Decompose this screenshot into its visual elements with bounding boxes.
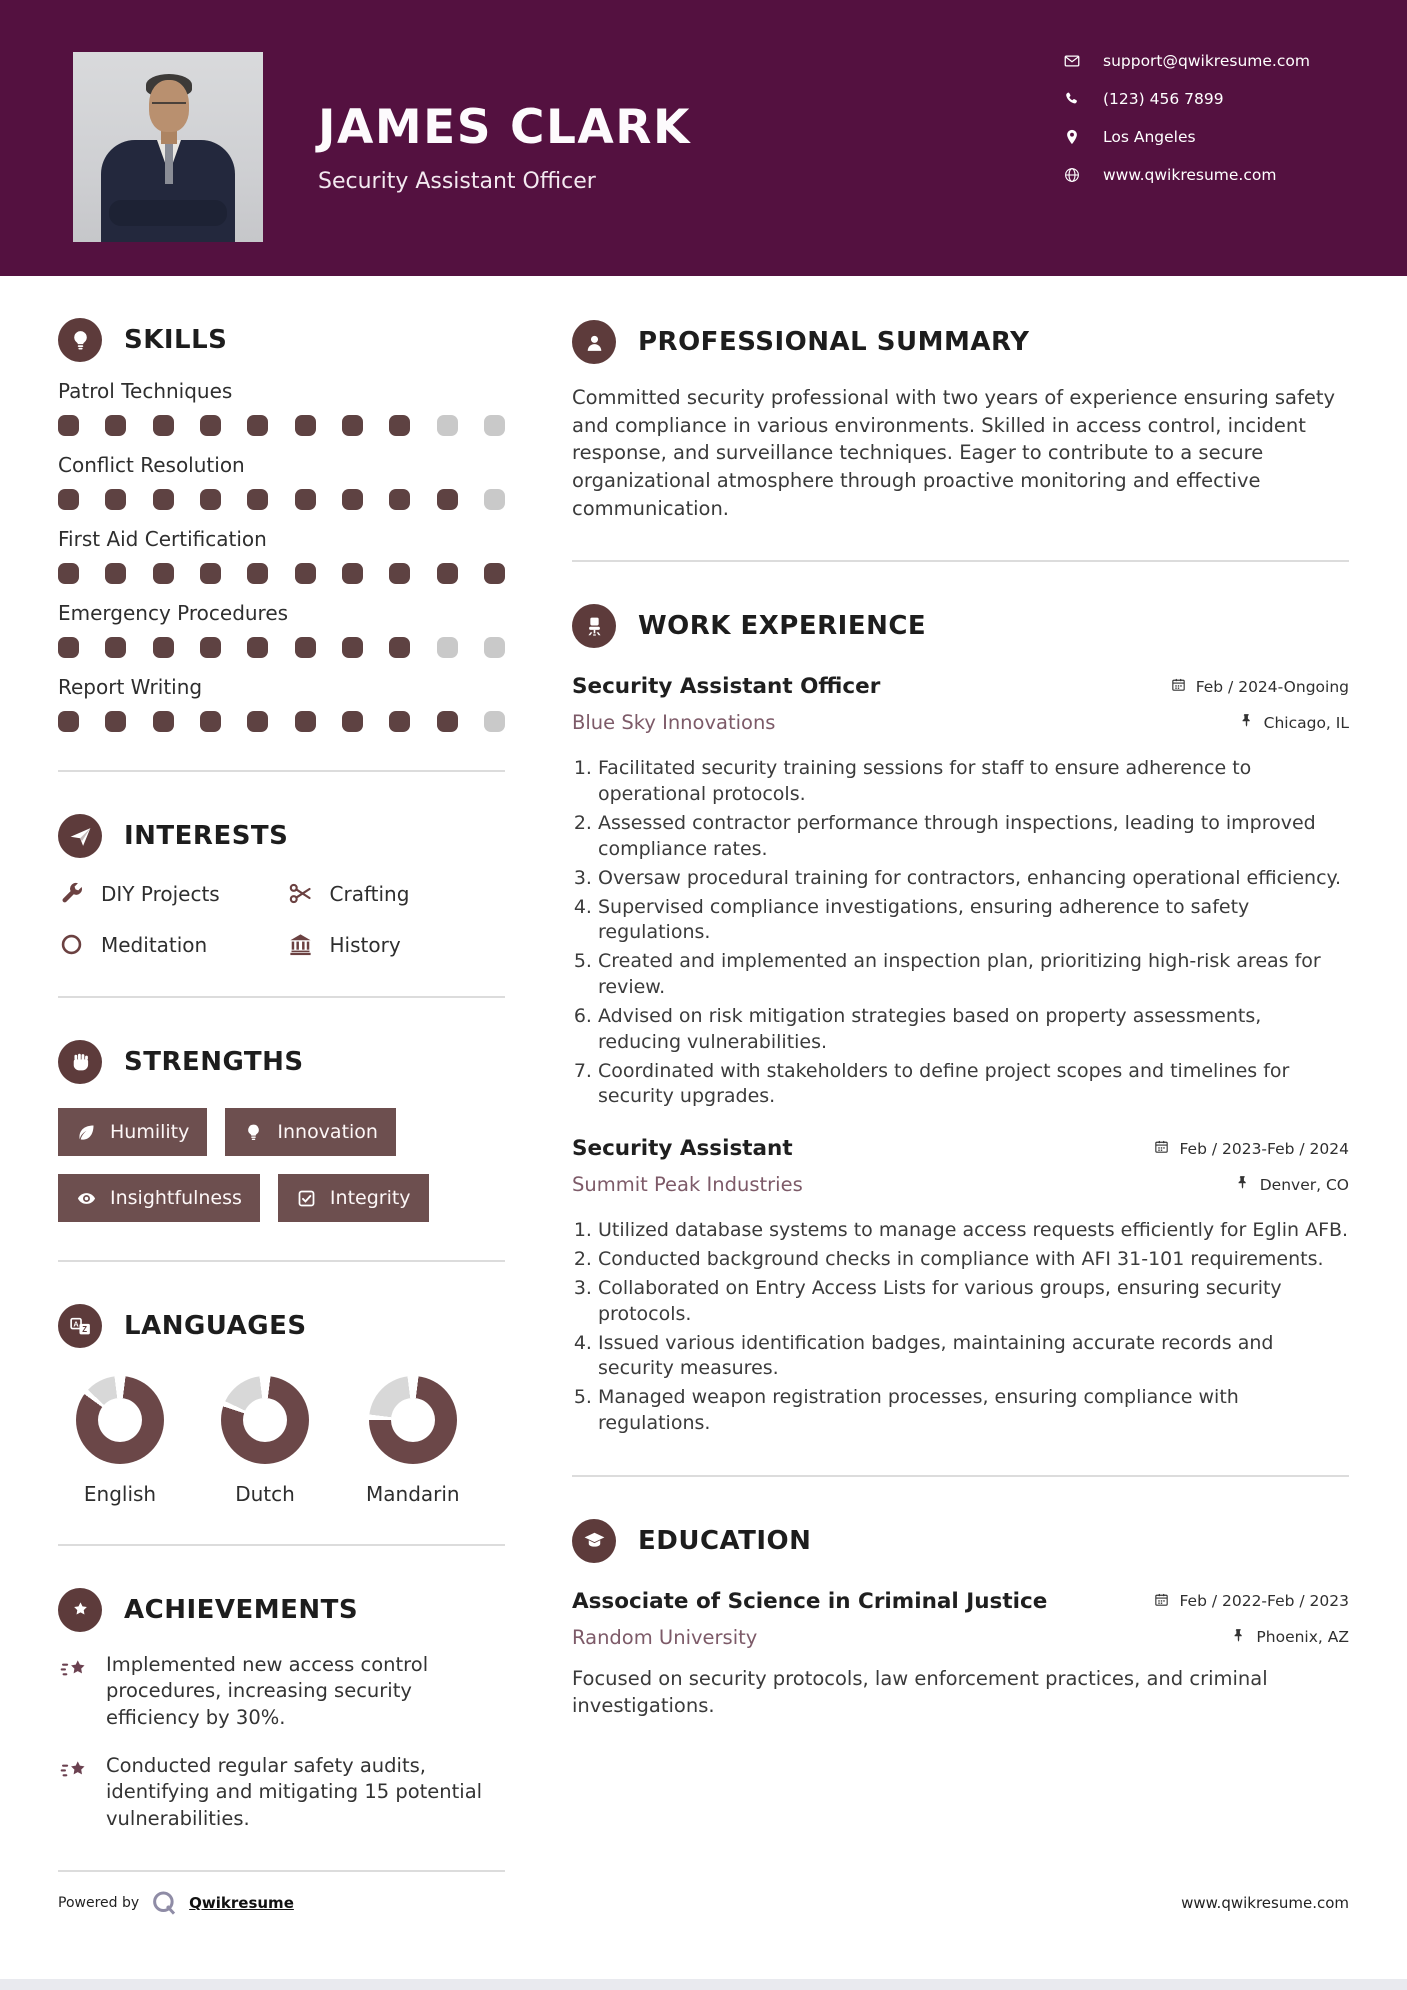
job-dates: Feb / 2024-Ongoing — [1170, 676, 1349, 697]
interest-item — [287, 880, 506, 907]
museum-icon — [287, 931, 314, 958]
pushpin-icon — [1234, 1174, 1251, 1195]
strength-tag — [58, 1108, 207, 1156]
jobs-list — [572, 674, 1349, 1436]
divider — [58, 1870, 505, 1872]
rating-dot — [437, 415, 458, 436]
svg-text:A: A — [72, 1319, 79, 1328]
site-url: www.qwikresume.com — [1181, 1894, 1349, 1912]
job-title: Security Assistant — [572, 1136, 793, 1162]
contact-row[interactable] — [1063, 52, 1310, 70]
experience-section-header — [572, 604, 1349, 648]
job-dates: Feb / 2023-Feb / 2024 — [1153, 1138, 1349, 1159]
rating-dot — [295, 415, 316, 436]
skill-label: Report Writing — [58, 675, 203, 699]
rating-dot — [105, 489, 126, 510]
rating-dot — [247, 489, 268, 510]
office-chair-icon — [572, 604, 616, 648]
education-description: Focused on security protocols, law enforcement practices, and criminal investigations. — [572, 1666, 1268, 1718]
strength-label: Humility — [110, 1121, 190, 1143]
skills-heading: SKILLS — [124, 325, 228, 355]
rating-dot — [247, 415, 268, 436]
language-donut-chart — [76, 1376, 164, 1464]
contact-value: support@qwikresume.com — [1103, 52, 1310, 70]
contact-list — [1063, 52, 1310, 184]
shooting-star-icon — [58, 1654, 90, 1686]
rating-dot — [342, 415, 363, 436]
skill-label: Conflict Resolution — [58, 453, 245, 477]
powered-by-label: Powered by — [58, 1895, 140, 1911]
job-bullet: 4. Supervised compliance investigations, ensuring adherence to safety regulations. — [598, 895, 1349, 947]
interest-label: Meditation — [101, 932, 208, 957]
contact-row[interactable] — [1063, 90, 1310, 108]
achievements-heading: ACHIEVEMENTS — [124, 1595, 359, 1625]
rating-dot — [58, 489, 79, 510]
rating-dot — [437, 711, 458, 732]
graduation-cap-icon — [572, 1519, 616, 1563]
sidebar — [58, 276, 505, 1872]
ring-icon — [58, 931, 85, 958]
rating-dot — [437, 489, 458, 510]
rating-dot — [437, 637, 458, 658]
education-section-header — [572, 1519, 1349, 1563]
languages-list — [58, 1376, 505, 1506]
pushpin-icon — [1238, 712, 1255, 733]
language-donut-chart — [221, 1376, 309, 1464]
rating-dot — [389, 415, 410, 436]
achievements-section-header — [58, 1588, 505, 1632]
lightbulb-icon — [58, 318, 102, 362]
strengths-list — [58, 1108, 505, 1222]
header-band — [0, 0, 1407, 276]
rating-dot — [153, 711, 174, 732]
rating-dot — [342, 637, 363, 658]
job-bullet: 5. Managed weapon registration processes, ensuring compliance with regulations. — [598, 1385, 1349, 1437]
profile-photo — [73, 52, 263, 242]
rating-dot — [342, 563, 363, 584]
company-name: Summit Peak Industries — [572, 1173, 803, 1197]
rating-dot — [437, 563, 458, 584]
rating-dot — [295, 637, 316, 658]
qwikresume-link[interactable]: Qwikresume — [189, 1894, 294, 1912]
rating-dot — [389, 563, 410, 584]
translate-icon — [58, 1304, 102, 1348]
interest-item — [287, 931, 506, 958]
paper-plane-icon — [58, 814, 102, 858]
phone-icon — [1063, 90, 1081, 108]
rating-dot — [105, 415, 126, 436]
calendar-icon — [1153, 1591, 1170, 1612]
calendar-icon — [1153, 1138, 1170, 1159]
skill-rating — [58, 711, 505, 732]
achievement-text: Implemented new access control procedures, increasing security efficiency by 30%. — [106, 1653, 429, 1729]
rating-dot — [484, 489, 505, 510]
contact-row[interactable] — [1063, 166, 1310, 184]
achievement-item — [58, 1652, 505, 1731]
leaf-icon — [76, 1122, 97, 1143]
achievement-text: Conducted regular safety audits, identifying and mitigating 15 potential vulnerabilities. — [106, 1753, 483, 1830]
mail-icon — [1063, 52, 1081, 70]
rating-dot — [484, 563, 505, 584]
person-title: Security Assistant Officer — [318, 169, 596, 194]
education-heading: EDUCATION — [638, 1525, 812, 1556]
summary-section-header — [572, 320, 1349, 364]
rating-dot — [200, 415, 221, 436]
divider — [572, 560, 1349, 562]
achievement-item — [58, 1753, 505, 1832]
rating-dot — [200, 637, 221, 658]
rating-dot — [484, 415, 505, 436]
language-item — [366, 1376, 460, 1506]
skill-rating — [58, 637, 505, 658]
skill-item — [58, 453, 505, 510]
job-title: Security Assistant Officer — [572, 674, 881, 700]
rating-dot — [200, 711, 221, 732]
skill-rating — [58, 415, 505, 436]
interest-label: Crafting — [329, 881, 410, 906]
strength-label: Integrity — [329, 1187, 411, 1209]
job-bullet: 2. Conducted background checks in compliance with AFI 31-101 requirements. — [598, 1247, 1349, 1273]
interest-label: History — [329, 932, 401, 957]
contact-row[interactable] — [1063, 128, 1310, 146]
rating-dot — [295, 563, 316, 584]
svg-text:Z: Z — [81, 1324, 87, 1334]
rating-dot — [105, 711, 126, 732]
strengths-heading: STRENGTHS — [124, 1047, 304, 1077]
medal-star-icon — [58, 1588, 102, 1632]
skill-label: First Aid Certification — [58, 527, 267, 551]
globe-icon — [1063, 166, 1081, 184]
languages-section-header — [58, 1304, 505, 1348]
footer — [58, 1888, 1349, 1918]
scissors-icon — [287, 880, 314, 907]
person-name: JAMES CLARK — [318, 100, 691, 155]
skill-item — [58, 601, 505, 658]
language-item — [221, 1376, 309, 1506]
divider — [58, 1544, 505, 1546]
education-dates: Feb / 2022-Feb / 2023 — [1153, 1591, 1349, 1612]
job-bullet: 4. Issued various identification badges, maintaining accurate records and security measures. — [598, 1331, 1349, 1383]
strength-label: Innovation — [277, 1121, 378, 1143]
rating-dot — [247, 637, 268, 658]
divider — [58, 996, 505, 998]
page-bottom-strip — [0, 1979, 1407, 1990]
interest-item — [58, 880, 277, 907]
job-bullet: 2. Assessed contractor performance through inspections, leading to improved compliance rates. — [598, 811, 1349, 863]
rating-dot — [200, 489, 221, 510]
contact-value: Los Angeles — [1103, 128, 1196, 146]
rating-dot — [58, 415, 79, 436]
contact-value: (123) 456 7899 — [1103, 90, 1224, 108]
rating-dot — [484, 711, 505, 732]
experience-heading: WORK EXPERIENCE — [638, 611, 927, 642]
skills-list — [58, 379, 505, 732]
divider — [58, 770, 505, 772]
skill-item — [58, 379, 505, 436]
shooting-star-icon — [58, 1755, 90, 1787]
rating-dot — [342, 489, 363, 510]
rating-dot — [153, 563, 174, 584]
contact-value: www.qwikresume.com — [1103, 166, 1277, 184]
interests-heading: INTERESTS — [124, 821, 289, 851]
languages-heading: LANGUAGES — [124, 1311, 307, 1341]
divider — [572, 1475, 1349, 1477]
rating-dot — [153, 415, 174, 436]
language-label: Mandarin — [366, 1482, 460, 1506]
skill-item — [58, 675, 505, 732]
skills-section-header — [58, 318, 505, 362]
rating-dot — [200, 563, 221, 584]
person-icon — [572, 320, 616, 364]
rating-dot — [58, 711, 79, 732]
rating-dot — [484, 637, 505, 658]
rating-dot — [105, 563, 126, 584]
job-bullet: 3. Oversaw procedural training for contractors, enhancing operational efficiency. — [598, 866, 1349, 892]
degree-title: Associate of Science in Criminal Justice — [572, 1588, 1048, 1614]
skill-label: Emergency Procedures — [58, 601, 289, 625]
education-location: Phoenix, AZ — [1230, 1627, 1349, 1648]
summary-heading: PROFESSIONAL SUMMARY — [638, 327, 1030, 357]
rating-dot — [58, 563, 79, 584]
education-entry — [572, 1589, 1349, 1720]
job-location: Chicago, IL — [1238, 712, 1349, 733]
job-bullets — [572, 756, 1349, 1110]
rating-dot — [389, 637, 410, 658]
calendar-icon — [1170, 676, 1187, 697]
rating-dot — [105, 637, 126, 658]
rating-dot — [342, 711, 363, 732]
strength-tag — [225, 1108, 396, 1156]
strength-tag — [58, 1174, 260, 1222]
wrench-icon — [58, 880, 85, 907]
job-location: Denver, CO — [1234, 1174, 1349, 1195]
strengths-section-header — [58, 1040, 505, 1084]
location-icon — [1063, 128, 1081, 146]
rating-dot — [247, 563, 268, 584]
skill-item — [58, 527, 505, 584]
main-column — [572, 276, 1349, 1872]
job-bullet: 1. Facilitated security training sessions for staff to ensure adherence to operational protocols. — [598, 756, 1349, 808]
rating-dot — [295, 711, 316, 732]
qwikresume-logo-icon — [149, 1888, 179, 1918]
job-bullet: 3. Collaborated on Entry Access Lists for various groups, ensuring security protocols. — [598, 1276, 1349, 1328]
interests-list — [58, 880, 505, 958]
language-label: Dutch — [235, 1482, 295, 1506]
rating-dot — [247, 711, 268, 732]
rating-dot — [389, 711, 410, 732]
skill-label: Patrol Techniques — [58, 379, 233, 403]
job-bullet: 6. Advised on risk mitigation strategies based on property assessments, reducing vulnerabilities. — [598, 1004, 1349, 1056]
skill-rating — [58, 489, 505, 510]
rating-dot — [153, 489, 174, 510]
school-name: Random University — [572, 1625, 758, 1649]
job-bullet: 1. Utilized database systems to manage access requests efficiently for Eglin AFB. — [598, 1218, 1349, 1244]
language-donut-chart — [369, 1376, 457, 1464]
rating-dot — [153, 637, 174, 658]
rating-dot — [58, 637, 79, 658]
eye-icon — [76, 1188, 97, 1209]
job-bullet: 5. Created and implemented an inspection plan, prioritizing high-risk areas for review. — [598, 949, 1349, 1001]
job-entry — [572, 674, 1349, 1110]
skill-rating — [58, 563, 505, 584]
language-item — [76, 1376, 164, 1506]
divider — [58, 1260, 505, 1262]
bulb-small-icon — [243, 1122, 264, 1143]
job-entry — [572, 1136, 1349, 1437]
strength-tag — [278, 1174, 429, 1222]
rating-dot — [389, 489, 410, 510]
summary-text: Committed security professional with two years of experience ensuring safety and compliance in various environments. Skilled in access control, incident response, and surveillance techniques. Eager to contribute to a secure organizational atmosphere through proactive monitoring and effective communication. — [572, 386, 1336, 520]
job-bullet: 7. Coordinated with stakeholders to define project scopes and timelines for security upgrades. — [598, 1059, 1349, 1111]
interests-section-header — [58, 814, 505, 858]
job-bullets — [572, 1218, 1349, 1437]
company-name: Blue Sky Innovations — [572, 711, 776, 735]
interest-item — [58, 931, 277, 958]
strength-label: Insightfulness — [110, 1187, 242, 1209]
rating-dot — [295, 489, 316, 510]
achievements-list — [58, 1652, 505, 1832]
pushpin-icon — [1230, 1627, 1247, 1648]
interest-label: DIY Projects — [101, 881, 220, 906]
fist-icon — [58, 1040, 102, 1084]
check-square-icon — [296, 1188, 317, 1209]
language-label: English — [83, 1482, 157, 1506]
